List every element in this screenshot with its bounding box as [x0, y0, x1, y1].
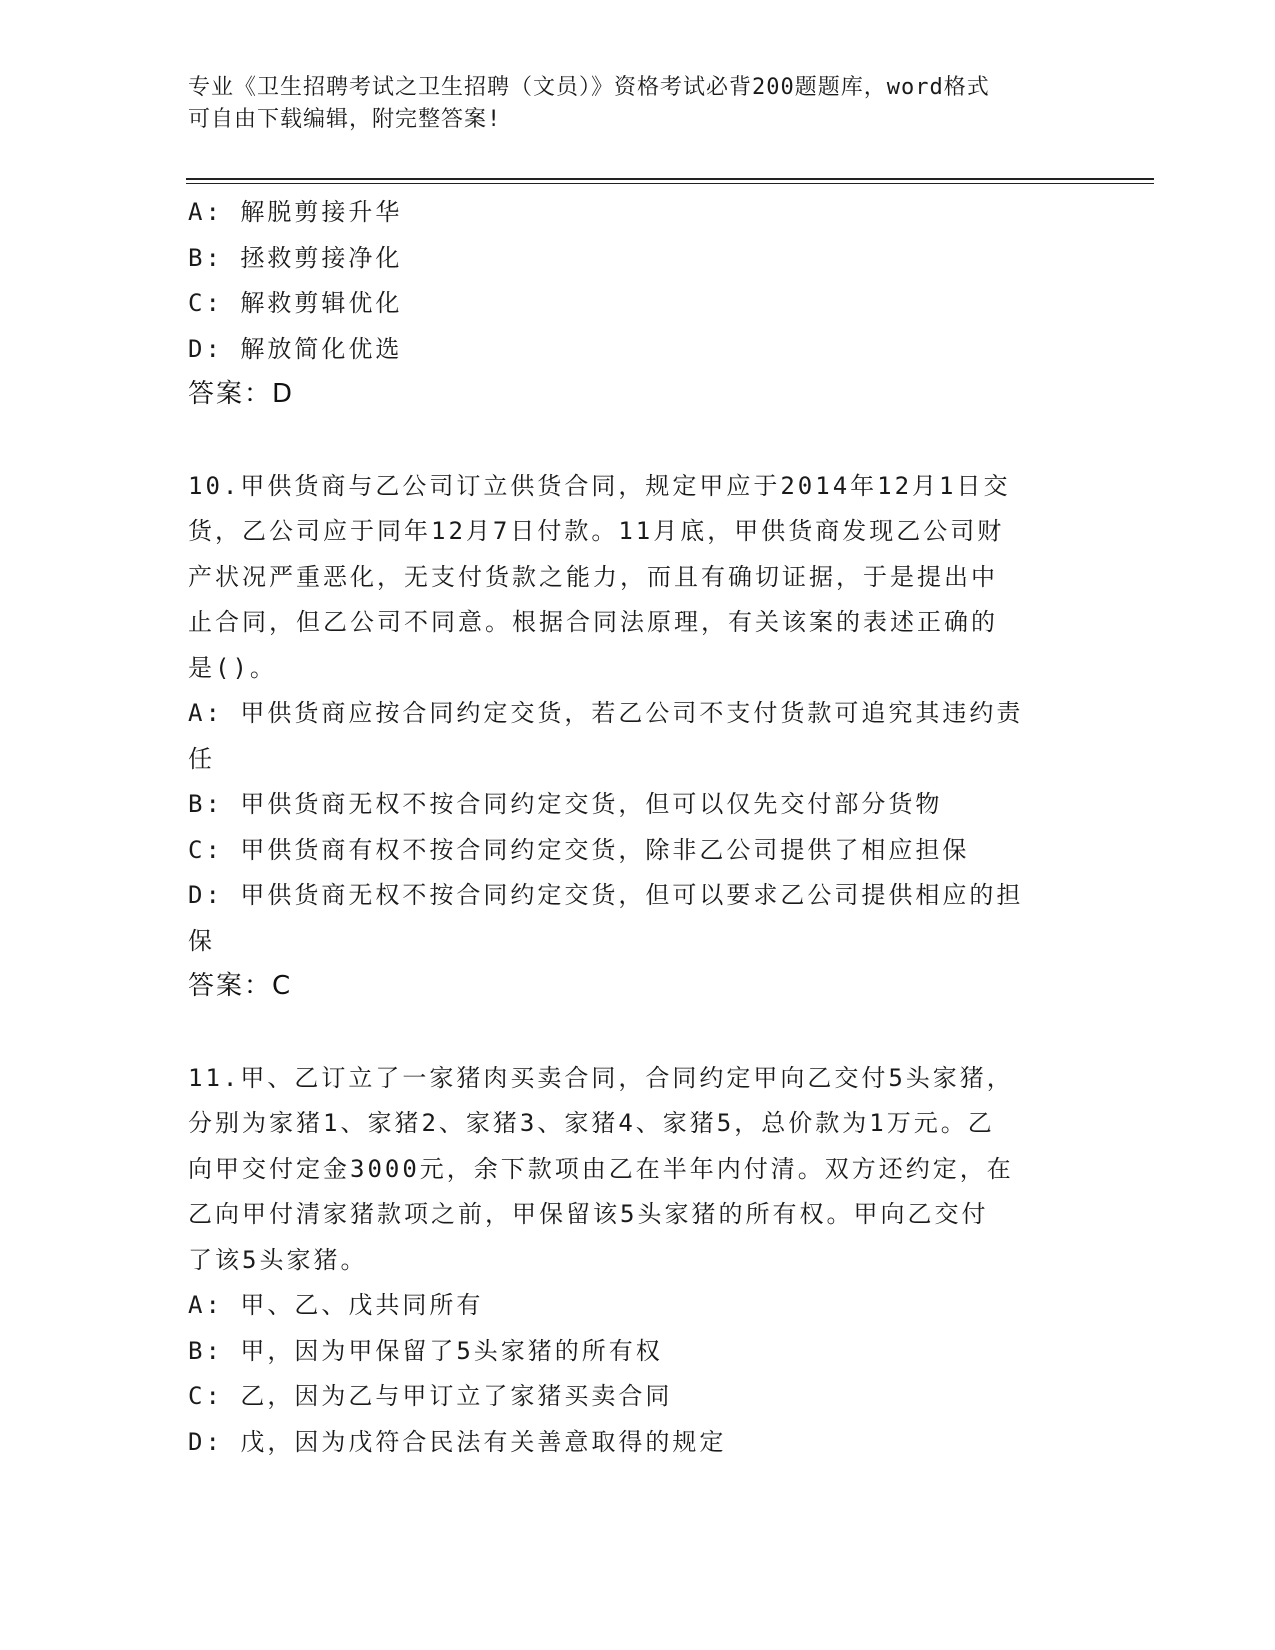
question-11 — [188, 1056, 1088, 1466]
q10-stem-line: 是()。 — [188, 653, 277, 682]
q10-option-b: B: 甲供货商无权不按合同约定交货，但可以仅先交付部分货物 — [188, 790, 943, 818]
q10-stem-line: 产状况严重恶化，无支付货款之能力，而且有确切证据，于是提出中 — [188, 562, 998, 591]
q11-option-b: B: 甲，因为甲保留了5头家猪的所有权 — [188, 1336, 663, 1365]
spacer — [188, 1010, 1088, 1056]
q9-option-a: A: 解脱剪接升华 — [188, 198, 403, 226]
q10-stem-line: 10.甲供货商与乙公司订立供货合同，规定甲应于2014年12月1日交 — [188, 471, 1011, 500]
header-line-1: 专业《卫生招聘考试之卫生招聘（文员）》资格考试必背200题题库，word格式 — [188, 75, 990, 100]
q10-option-c: C: 甲供货商有权不按合同约定交货，除非乙公司提供了相应担保 — [188, 835, 970, 864]
document-header — [188, 72, 1068, 136]
question-9 — [188, 190, 1088, 418]
q10-option-a-cont: 任 — [188, 744, 215, 773]
q11-stem-line: 向甲交付定金3000元，余下款项由乙在半年内付清。双方还约定，在 — [188, 1154, 1014, 1183]
q9-option-c: C: 解救剪辑优化 — [188, 289, 403, 317]
q9-answer: 答案：D — [188, 379, 295, 409]
q11-option-c: C: 乙，因为乙与甲订立了家猪买卖合同 — [188, 1382, 673, 1410]
q9-option-b: B: 拯救剪接净化 — [188, 243, 403, 272]
q10-answer: 答案：C — [188, 971, 293, 1001]
q11-stem-line: 乙向甲付清家猪款项之前，甲保留该5头家猪的所有权。甲向乙交付 — [188, 1200, 989, 1228]
q10-option-d: D: 甲供货商无权不按合同约定交货，但可以要求乙公司提供相应的担 — [188, 881, 1024, 909]
q11-stem-line: 11.甲、乙订立了一家猪肉买卖合同，合同约定甲向乙交付5头家猪， — [188, 1063, 1014, 1092]
header-divider-thick — [186, 178, 1154, 180]
question-10 — [188, 464, 1088, 1010]
q9-option-d: D: 解放简化优选 — [188, 334, 403, 363]
spacer — [188, 418, 1088, 464]
q10-option-a: A: 甲供货商应按合同约定交货，若乙公司不支付货款可追究其违约责 — [188, 699, 1024, 727]
q11-option-a: A: 甲、乙、戊共同所有 — [188, 1291, 484, 1319]
q11-stem-line: 了该5头家猪。 — [188, 1245, 368, 1274]
q11-option-d: D: 戊，因为戊符合民法有关善意取得的规定 — [188, 1427, 727, 1456]
q10-option-d-cont: 保 — [188, 926, 215, 955]
q11-stem-line: 分别为家猪1、家猪2、家猪3、家猪4、家猪5，总价款为1万元。乙 — [188, 1109, 995, 1137]
q10-stem-line: 货，乙公司应于同年12月7日付款。11月底，甲供货商发现乙公司财 — [188, 517, 1005, 545]
question-content — [188, 190, 1088, 1465]
q10-stem-line: 止合同，但乙公司不同意。根据合同法原理，有关该案的表述正确的 — [188, 608, 998, 636]
header-line-2: 可自由下载编辑，附完整答案! — [188, 107, 502, 132]
header-divider-thin — [186, 183, 1154, 184]
